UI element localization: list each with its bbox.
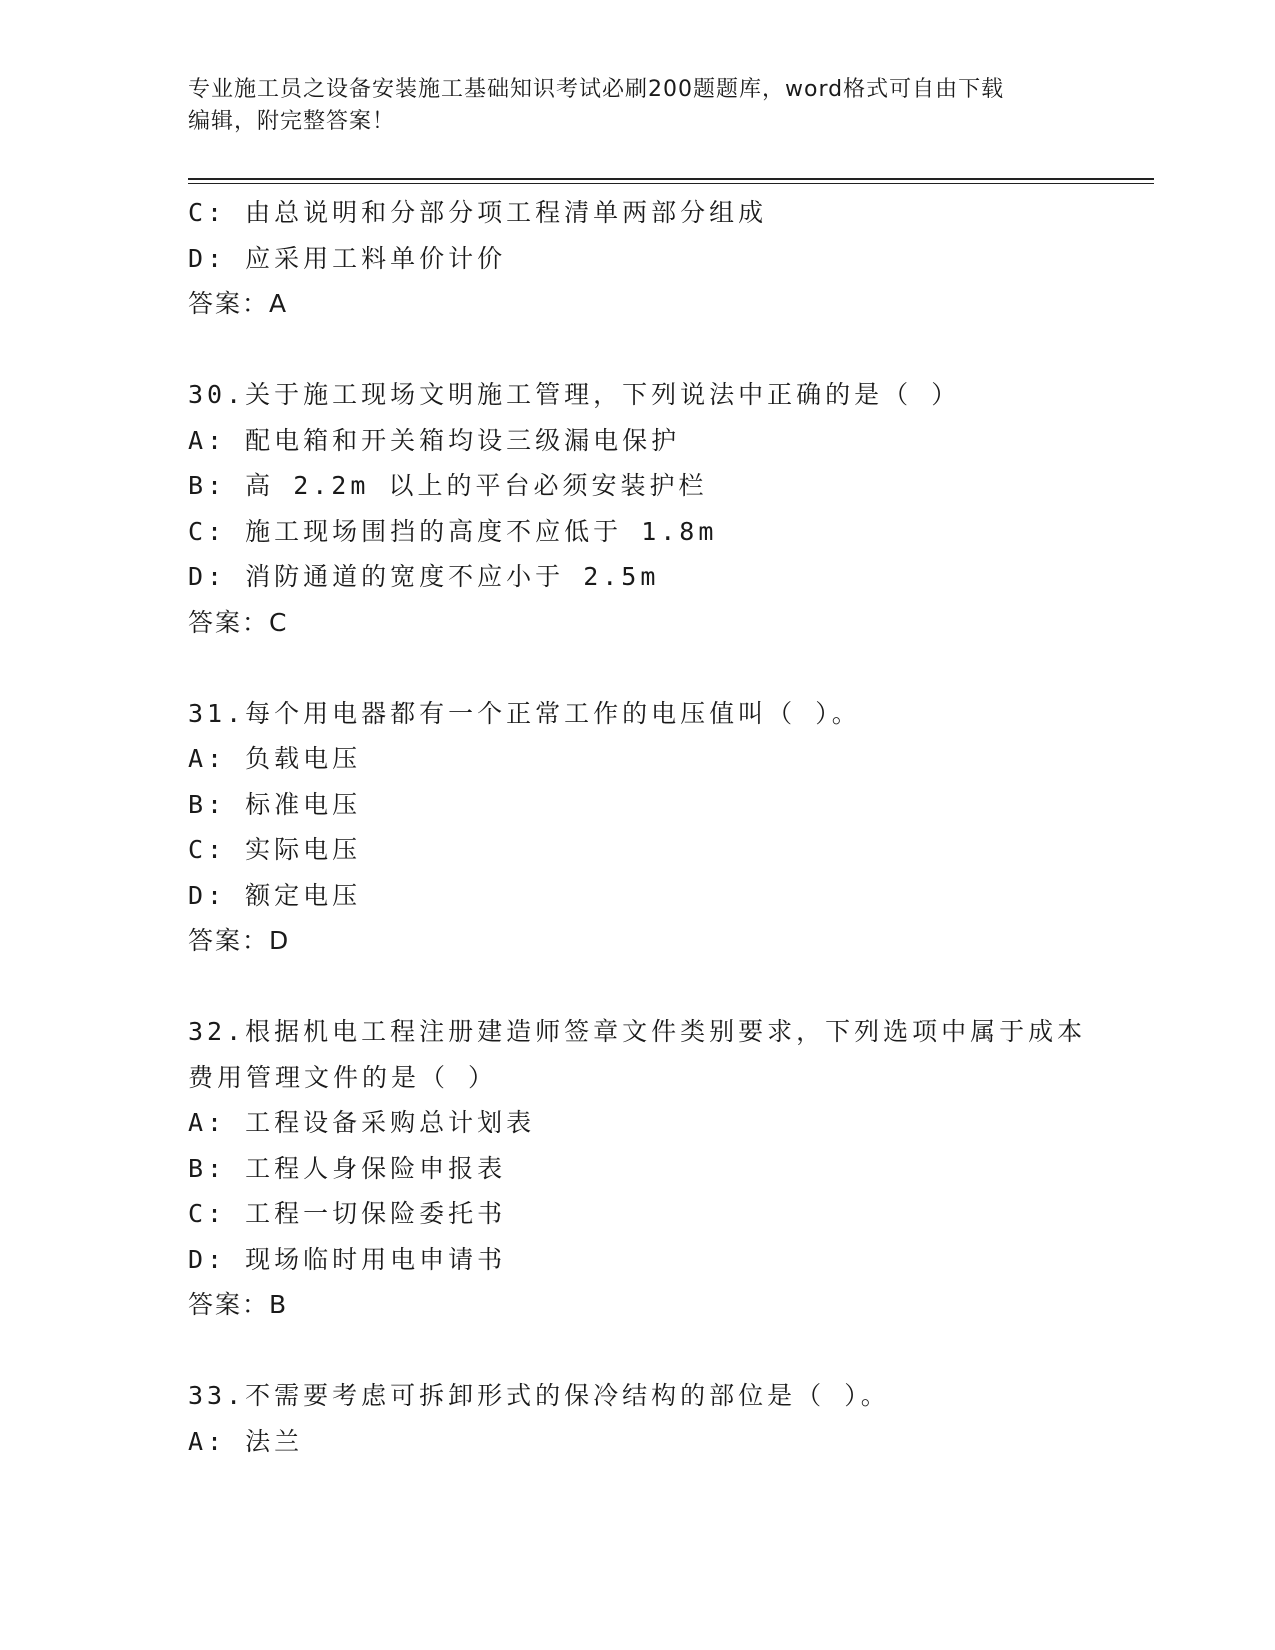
option-d: D: 应采用工料单价计价 xyxy=(188,243,507,273)
option-b: B: 工程人身保险申报表 xyxy=(188,1153,507,1183)
question-text-line-1: 32.根据机电工程注册建造师签章文件类别要求，下列选项中属于成本 xyxy=(188,1017,1087,1046)
header-title-line-2: 编辑，附完整答案！ xyxy=(188,109,396,134)
option-c: C: 施工现场围挡的高度不应低于 1.8m xyxy=(188,516,718,546)
question-text: 31.每个用电器都有一个正常工作的电压值叫（ ）。 xyxy=(188,698,861,728)
answer-label: 答案：C xyxy=(188,607,289,637)
question-block-33 xyxy=(188,1373,1088,1464)
option-c: C: 工程一切保险委托书 xyxy=(188,1199,507,1228)
spacer xyxy=(188,1328,1088,1374)
option-c: C: 由总说明和分部分项工程清单两部分组成 xyxy=(188,198,768,227)
spacer xyxy=(188,327,1088,373)
answer-label: 答案：B xyxy=(188,1290,289,1319)
spacer xyxy=(188,645,1088,691)
question-list xyxy=(188,190,1088,1464)
option-a: A: 工程设备采购总计划表 xyxy=(188,1108,536,1137)
header-rule-thick xyxy=(188,178,1154,180)
spacer xyxy=(188,964,1088,1010)
option-c: C: 实际电压 xyxy=(188,835,362,864)
option-d: D: 额定电压 xyxy=(188,880,362,910)
option-a: A: 配电箱和开关箱均设三级漏电保护 xyxy=(188,425,681,455)
answer-label: 答案：D xyxy=(188,926,291,955)
option-d: D: 现场临时用电申请书 xyxy=(188,1244,507,1274)
option-b: B: 高 2.2m 以上的平台必须安装护栏 xyxy=(188,471,708,500)
question-text: 33.不需要考虑可拆卸形式的保冷结构的部位是（ ）。 xyxy=(188,1381,890,1410)
question-block-31 xyxy=(188,691,1088,964)
question-text-line-2: 费用管理文件的是（ ） xyxy=(188,1062,498,1092)
question-block-32 xyxy=(188,1009,1088,1328)
header-rule-thin xyxy=(188,183,1154,184)
answer-label: 答案：A xyxy=(188,289,289,318)
option-d: D: 消防通道的宽度不应小于 2.5m xyxy=(188,562,660,591)
option-a: A: 法兰 xyxy=(188,1426,304,1456)
question-block-29 xyxy=(188,190,1088,327)
document-header xyxy=(188,74,1088,138)
option-a: A: 负载电压 xyxy=(188,744,362,773)
header-title-line-1: 专业施工员之设备安装施工基础知识考试必刷200题题库，word格式可自由下载 xyxy=(188,77,1005,102)
question-text: 30.关于施工现场文明施工管理，下列说法中正确的是（ ） xyxy=(188,380,961,409)
question-block-30 xyxy=(188,372,1088,645)
option-b: B: 标准电压 xyxy=(188,789,362,819)
